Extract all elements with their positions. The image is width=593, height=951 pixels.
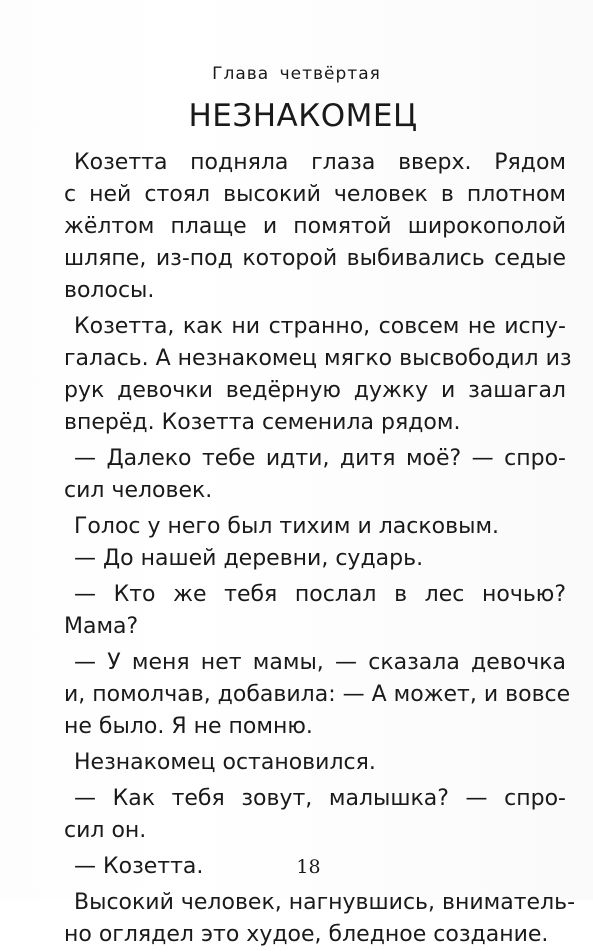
text-line: — До нашей деревни, сударь. [74, 546, 424, 571]
text-line: — Кто же тебя послал в лес ночью? [74, 582, 566, 607]
text-line: галась. А незнакомец мягко высвободил из [64, 346, 572, 371]
text-line: рук девочки ведёрную дужку и зашагал [64, 378, 566, 403]
text-line: но оглядел это худое, бледное создание. [64, 922, 549, 947]
text-line: Голос у него был тихим и ласковым. [74, 514, 500, 539]
chapter-text [64, 147, 576, 951]
chapter-title: НЕЗНАКОМЕЦ [188, 98, 418, 134]
text-line: Козетта подняла глаза вверх. Рядом [74, 150, 566, 175]
text-line: — Как тебя зовут, малышка? — спро- [74, 786, 566, 811]
text-line: Высокий человек, нагнувшись, вниматель- [74, 890, 576, 915]
text-line: Мама? [64, 614, 139, 639]
text-line: и, помолчав, добавила: — А может, и вовсе [64, 682, 571, 707]
text-line: с ней стоял высокий человек в плотном [64, 182, 566, 207]
page-number: 18 [296, 856, 321, 878]
text-line: не было. Я не помню. [64, 714, 313, 739]
text-line: сил он. [64, 818, 147, 843]
text-line: — У меня нет мамы, — сказала девочка [74, 650, 566, 675]
text-line: шляпе, из-под которой выбивались седые [64, 246, 566, 271]
text-line: жёлтом плаще и помятой широкополой [64, 214, 566, 239]
text-line: волосы. [64, 278, 155, 303]
chapter-label: Глава четвёртая [212, 64, 381, 84]
text-line: — Далеко тебе идти, дитя моё? — спро- [74, 446, 566, 471]
text-line: сил человек. [64, 478, 213, 503]
text-line: — Козетта. [74, 854, 204, 879]
text-line: вперёд. Козетта семенила рядом. [64, 410, 461, 435]
text-line: Козетта, как ни странно, совсем не испу- [74, 314, 566, 339]
text-line: Незнакомец остановился. [74, 750, 376, 775]
